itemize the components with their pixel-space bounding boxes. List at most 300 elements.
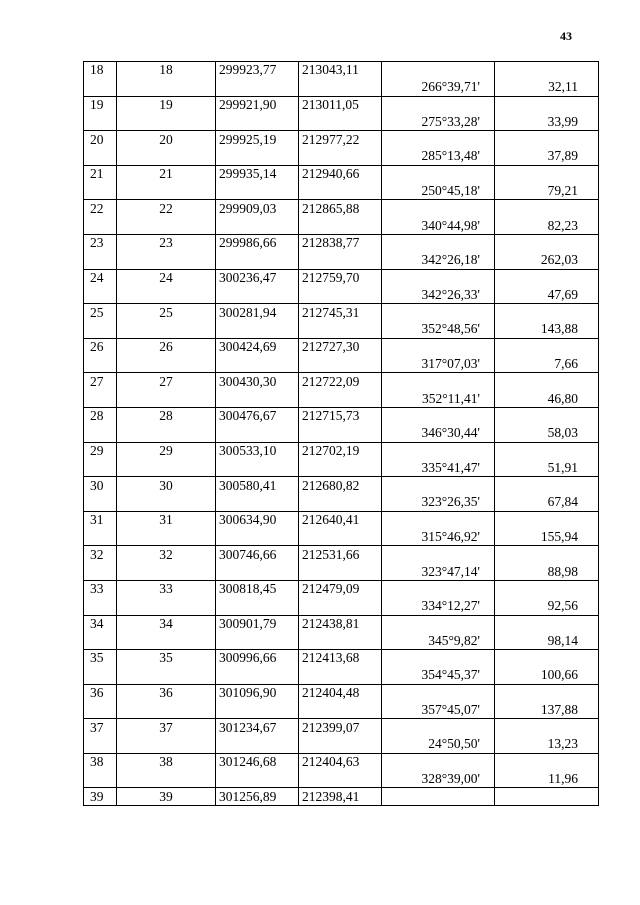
empty-cell xyxy=(495,442,599,459)
coord-y: 212727,30 xyxy=(299,338,382,355)
empty-cell xyxy=(495,62,599,79)
row-number: 31 xyxy=(84,511,117,528)
segment-length: 47,69 xyxy=(495,286,599,303)
table-row-segment xyxy=(84,286,599,303)
empty-cell xyxy=(216,148,299,165)
direction-angle: 352°11,41' xyxy=(382,390,495,407)
segment-length: 98,14 xyxy=(495,632,599,649)
empty-cell xyxy=(299,286,382,303)
empty-cell xyxy=(216,356,299,373)
empty-cell xyxy=(84,148,117,165)
row-number: 22 xyxy=(84,200,117,217)
table-row-segment xyxy=(84,771,599,788)
point-id: 26 xyxy=(117,338,216,355)
direction-angle: 340°44,98' xyxy=(382,217,495,234)
empty-cell xyxy=(495,269,599,286)
empty-cell xyxy=(495,753,599,770)
empty-cell xyxy=(117,598,216,615)
empty-cell xyxy=(299,701,382,718)
empty-cell xyxy=(382,338,495,355)
table-row-segment xyxy=(84,217,599,234)
coord-x: 299925,19 xyxy=(216,131,299,148)
empty-cell xyxy=(495,477,599,494)
empty-cell xyxy=(216,529,299,546)
row-number: 37 xyxy=(84,719,117,736)
coord-y: 212640,41 xyxy=(299,511,382,528)
empty-cell xyxy=(495,719,599,736)
empty-cell xyxy=(117,286,216,303)
row-number: 23 xyxy=(84,234,117,251)
table-row-segment xyxy=(84,390,599,407)
coord-x: 301246,68 xyxy=(216,753,299,770)
empty-cell xyxy=(216,701,299,718)
empty-cell xyxy=(216,771,299,788)
empty-cell xyxy=(216,252,299,269)
empty-cell xyxy=(216,390,299,407)
empty-cell xyxy=(117,217,216,234)
empty-cell xyxy=(84,771,117,788)
empty-cell xyxy=(216,321,299,338)
empty-cell xyxy=(382,269,495,286)
coord-y: 212399,07 xyxy=(299,719,382,736)
empty-cell xyxy=(495,580,599,597)
empty-cell xyxy=(495,131,599,148)
point-id: 19 xyxy=(117,96,216,113)
direction-angle: 315°46,92' xyxy=(382,529,495,546)
empty-cell xyxy=(84,252,117,269)
coord-x: 299921,90 xyxy=(216,96,299,113)
point-id: 21 xyxy=(117,165,216,182)
table-row-segment xyxy=(84,529,599,546)
direction-angle: 323°26,35' xyxy=(382,494,495,511)
empty-cell xyxy=(84,79,117,96)
table-row-point xyxy=(84,269,599,286)
coord-y: 212838,77 xyxy=(299,234,382,251)
coord-x: 300476,67 xyxy=(216,407,299,424)
table-row-point xyxy=(84,62,599,79)
segment-length: 7,66 xyxy=(495,356,599,373)
point-id: 25 xyxy=(117,304,216,321)
empty-cell xyxy=(495,546,599,563)
point-id: 34 xyxy=(117,615,216,632)
coord-y: 212940,66 xyxy=(299,165,382,182)
coord-x: 300901,79 xyxy=(216,615,299,632)
point-id: 27 xyxy=(117,373,216,390)
empty-cell xyxy=(299,425,382,442)
table-row-segment xyxy=(84,356,599,373)
empty-cell xyxy=(382,650,495,667)
empty-cell xyxy=(117,321,216,338)
table-row-point xyxy=(84,234,599,251)
empty-cell xyxy=(84,286,117,303)
coord-y: 212702,19 xyxy=(299,442,382,459)
row-number: 38 xyxy=(84,753,117,770)
table-row-point xyxy=(84,615,599,632)
empty-cell xyxy=(84,736,117,753)
empty-cell xyxy=(382,684,495,701)
point-id: 31 xyxy=(117,511,216,528)
coord-x: 300430,30 xyxy=(216,373,299,390)
empty-cell xyxy=(299,529,382,546)
segment-length: 11,96 xyxy=(495,771,599,788)
table-row-point xyxy=(84,338,599,355)
point-id: 29 xyxy=(117,442,216,459)
empty-cell xyxy=(84,390,117,407)
segment-length: 37,89 xyxy=(495,148,599,165)
coord-x: 300533,10 xyxy=(216,442,299,459)
table-row-segment xyxy=(84,632,599,649)
empty-cell xyxy=(299,563,382,580)
empty-cell xyxy=(216,286,299,303)
coord-x: 300424,69 xyxy=(216,338,299,355)
empty-cell xyxy=(84,494,117,511)
empty-cell xyxy=(382,580,495,597)
table-row-point xyxy=(84,753,599,770)
point-id: 38 xyxy=(117,753,216,770)
table-row-point xyxy=(84,546,599,563)
coordinates-table-body xyxy=(84,62,599,806)
empty-cell xyxy=(117,563,216,580)
empty-cell xyxy=(216,113,299,130)
coord-y: 212865,88 xyxy=(299,200,382,217)
segment-length: 92,56 xyxy=(495,598,599,615)
empty-cell xyxy=(299,390,382,407)
table-row-segment xyxy=(84,79,599,96)
point-id: 18 xyxy=(117,62,216,79)
coord-x: 300996,66 xyxy=(216,650,299,667)
empty-cell xyxy=(216,563,299,580)
coord-x: 299986,66 xyxy=(216,234,299,251)
empty-cell xyxy=(382,753,495,770)
empty-cell xyxy=(117,252,216,269)
empty-cell xyxy=(382,373,495,390)
table-row-point xyxy=(84,684,599,701)
empty-cell xyxy=(382,407,495,424)
coord-x: 301096,90 xyxy=(216,684,299,701)
segment-length: 32,11 xyxy=(495,79,599,96)
row-number: 36 xyxy=(84,684,117,701)
row-number: 39 xyxy=(84,788,117,806)
table-row-point xyxy=(84,96,599,113)
empty-cell xyxy=(495,200,599,217)
empty-cell xyxy=(495,338,599,355)
table-row-point xyxy=(84,131,599,148)
page-number: 43 xyxy=(560,29,572,43)
empty-cell xyxy=(216,79,299,96)
empty-cell xyxy=(382,719,495,736)
empty-cell xyxy=(84,701,117,718)
table-row-segment xyxy=(84,321,599,338)
point-id: 32 xyxy=(117,546,216,563)
empty-cell xyxy=(117,701,216,718)
direction-angle: 24°50,50' xyxy=(382,736,495,753)
table-row-segment xyxy=(84,563,599,580)
segment-length: 79,21 xyxy=(495,183,599,200)
empty-cell xyxy=(382,546,495,563)
empty-cell xyxy=(117,148,216,165)
coord-y: 212722,09 xyxy=(299,373,382,390)
direction-angle: 345°9,82' xyxy=(382,632,495,649)
empty-cell xyxy=(382,615,495,632)
direction-angle: 335°41,47' xyxy=(382,459,495,476)
coord-y: 213011,05 xyxy=(299,96,382,113)
empty-cell xyxy=(495,373,599,390)
empty-cell xyxy=(495,650,599,667)
row-number: 21 xyxy=(84,165,117,182)
empty-cell xyxy=(495,511,599,528)
segment-length: 137,88 xyxy=(495,701,599,718)
table-row-point xyxy=(84,304,599,321)
coord-y: 212531,66 xyxy=(299,546,382,563)
direction-angle: 328°39,00' xyxy=(382,771,495,788)
table-row-segment xyxy=(84,113,599,130)
table-row-point xyxy=(84,200,599,217)
empty-cell xyxy=(299,183,382,200)
segment-length: 33,99 xyxy=(495,113,599,130)
segment-length: 143,88 xyxy=(495,321,599,338)
empty-cell xyxy=(84,321,117,338)
direction-angle: 342°26,18' xyxy=(382,252,495,269)
empty-cell xyxy=(117,771,216,788)
point-id: 33 xyxy=(117,580,216,597)
coord-y: 212745,31 xyxy=(299,304,382,321)
empty-cell xyxy=(216,425,299,442)
empty-cell xyxy=(117,736,216,753)
empty-cell xyxy=(495,304,599,321)
empty-cell xyxy=(216,736,299,753)
empty-cell xyxy=(495,96,599,113)
coord-y: 212404,63 xyxy=(299,753,382,770)
empty-cell xyxy=(382,200,495,217)
empty-cell xyxy=(382,234,495,251)
empty-cell xyxy=(117,79,216,96)
coord-x: 299923,77 xyxy=(216,62,299,79)
empty-cell xyxy=(495,234,599,251)
coord-x: 300634,90 xyxy=(216,511,299,528)
direction-angle: 323°47,14' xyxy=(382,563,495,580)
empty-cell xyxy=(299,771,382,788)
table-row-point xyxy=(84,407,599,424)
empty-cell xyxy=(382,511,495,528)
segment-length: 46,80 xyxy=(495,390,599,407)
empty-cell xyxy=(495,407,599,424)
row-number: 18 xyxy=(84,62,117,79)
table-row-segment xyxy=(84,425,599,442)
coord-x: 299909,03 xyxy=(216,200,299,217)
table-row-point xyxy=(84,580,599,597)
point-id: 36 xyxy=(117,684,216,701)
direction-angle: 342°26,33' xyxy=(382,286,495,303)
empty-cell xyxy=(495,165,599,182)
table-row-point xyxy=(84,373,599,390)
coord-x: 301256,89 xyxy=(216,788,299,806)
empty-cell xyxy=(382,788,495,806)
segment-length: 262,03 xyxy=(495,252,599,269)
coord-y: 212479,09 xyxy=(299,580,382,597)
direction-angle: 285°13,48' xyxy=(382,148,495,165)
point-id: 37 xyxy=(117,719,216,736)
empty-cell xyxy=(299,148,382,165)
segment-length: 82,23 xyxy=(495,217,599,234)
empty-cell xyxy=(84,459,117,476)
point-id: 28 xyxy=(117,407,216,424)
empty-cell xyxy=(84,356,117,373)
table-row-segment xyxy=(84,667,599,684)
segment-length: 88,98 xyxy=(495,563,599,580)
point-id: 24 xyxy=(117,269,216,286)
point-id: 39 xyxy=(117,788,216,806)
table-row-segment xyxy=(84,494,599,511)
empty-cell xyxy=(84,632,117,649)
row-number: 27 xyxy=(84,373,117,390)
empty-cell xyxy=(84,598,117,615)
coord-y: 212404,48 xyxy=(299,684,382,701)
empty-cell xyxy=(382,304,495,321)
empty-cell xyxy=(84,529,117,546)
empty-cell xyxy=(299,356,382,373)
empty-cell xyxy=(216,667,299,684)
row-number: 32 xyxy=(84,546,117,563)
empty-cell xyxy=(299,736,382,753)
direction-angle: 352°48,56' xyxy=(382,321,495,338)
empty-cell xyxy=(117,529,216,546)
table-row-segment xyxy=(84,183,599,200)
empty-cell xyxy=(299,217,382,234)
empty-cell xyxy=(216,459,299,476)
coord-y: 213043,11 xyxy=(299,62,382,79)
table-row-point xyxy=(84,788,599,806)
empty-cell xyxy=(495,684,599,701)
empty-cell xyxy=(117,632,216,649)
coord-y: 212977,22 xyxy=(299,131,382,148)
segment-length: 13,23 xyxy=(495,736,599,753)
empty-cell xyxy=(216,598,299,615)
table-row-point xyxy=(84,477,599,494)
row-number: 34 xyxy=(84,615,117,632)
direction-angle: 357°45,07' xyxy=(382,701,495,718)
empty-cell xyxy=(299,252,382,269)
table-row-segment xyxy=(84,598,599,615)
row-number: 28 xyxy=(84,407,117,424)
coord-x: 301234,67 xyxy=(216,719,299,736)
point-id: 23 xyxy=(117,234,216,251)
table-row-segment xyxy=(84,459,599,476)
coord-y: 212715,73 xyxy=(299,407,382,424)
point-id: 30 xyxy=(117,477,216,494)
empty-cell xyxy=(117,113,216,130)
table-row-segment xyxy=(84,252,599,269)
direction-angle: 334°12,27' xyxy=(382,598,495,615)
row-number: 33 xyxy=(84,580,117,597)
coord-x: 300746,66 xyxy=(216,546,299,563)
segment-length: 155,94 xyxy=(495,529,599,546)
segment-length: 51,91 xyxy=(495,459,599,476)
coord-y: 212398,41 xyxy=(299,788,382,806)
direction-angle: 317°07,03' xyxy=(382,356,495,373)
empty-cell xyxy=(299,632,382,649)
empty-cell xyxy=(299,667,382,684)
empty-cell xyxy=(117,425,216,442)
table-row-point xyxy=(84,511,599,528)
empty-cell xyxy=(216,632,299,649)
direction-angle: 275°33,28' xyxy=(382,113,495,130)
row-number: 20 xyxy=(84,131,117,148)
empty-cell xyxy=(382,62,495,79)
empty-cell xyxy=(216,494,299,511)
empty-cell xyxy=(299,494,382,511)
empty-cell xyxy=(117,183,216,200)
empty-cell xyxy=(216,217,299,234)
empty-cell xyxy=(117,390,216,407)
empty-cell xyxy=(117,667,216,684)
empty-cell xyxy=(299,598,382,615)
segment-length: 58,03 xyxy=(495,425,599,442)
segment-length: 100,66 xyxy=(495,667,599,684)
empty-cell xyxy=(299,113,382,130)
empty-cell xyxy=(84,425,117,442)
coord-x: 299935,14 xyxy=(216,165,299,182)
empty-cell xyxy=(495,788,599,806)
direction-angle: 346°30,44' xyxy=(382,425,495,442)
empty-cell xyxy=(84,113,117,130)
coord-y: 212438,81 xyxy=(299,615,382,632)
point-id: 35 xyxy=(117,650,216,667)
coord-x: 300580,41 xyxy=(216,477,299,494)
empty-cell xyxy=(382,165,495,182)
direction-angle: 250°45,18' xyxy=(382,183,495,200)
table-row-segment xyxy=(84,701,599,718)
empty-cell xyxy=(117,459,216,476)
row-number: 35 xyxy=(84,650,117,667)
empty-cell xyxy=(299,459,382,476)
row-number: 25 xyxy=(84,304,117,321)
empty-cell xyxy=(382,477,495,494)
row-number: 30 xyxy=(84,477,117,494)
empty-cell xyxy=(117,356,216,373)
coord-x: 300818,45 xyxy=(216,580,299,597)
row-number: 26 xyxy=(84,338,117,355)
table-row-point xyxy=(84,719,599,736)
coord-y: 212759,70 xyxy=(299,269,382,286)
empty-cell xyxy=(84,563,117,580)
segment-length: 67,84 xyxy=(495,494,599,511)
empty-cell xyxy=(495,615,599,632)
point-id: 22 xyxy=(117,200,216,217)
coord-y: 212413,68 xyxy=(299,650,382,667)
table-row-point xyxy=(84,165,599,182)
point-id: 20 xyxy=(117,131,216,148)
table-row-point xyxy=(84,442,599,459)
empty-cell xyxy=(84,183,117,200)
coord-x: 300281,94 xyxy=(216,304,299,321)
empty-cell xyxy=(382,442,495,459)
row-number: 29 xyxy=(84,442,117,459)
row-number: 19 xyxy=(84,96,117,113)
table-row-segment xyxy=(84,148,599,165)
row-number: 24 xyxy=(84,269,117,286)
table-row-segment xyxy=(84,736,599,753)
coord-x: 300236,47 xyxy=(216,269,299,286)
coordinates-table xyxy=(83,61,599,806)
direction-angle: 266°39,71' xyxy=(382,79,495,96)
direction-angle: 354°45,37' xyxy=(382,667,495,684)
empty-cell xyxy=(117,494,216,511)
empty-cell xyxy=(84,667,117,684)
empty-cell xyxy=(382,131,495,148)
empty-cell xyxy=(299,321,382,338)
table-row-point xyxy=(84,650,599,667)
coord-y: 212680,82 xyxy=(299,477,382,494)
